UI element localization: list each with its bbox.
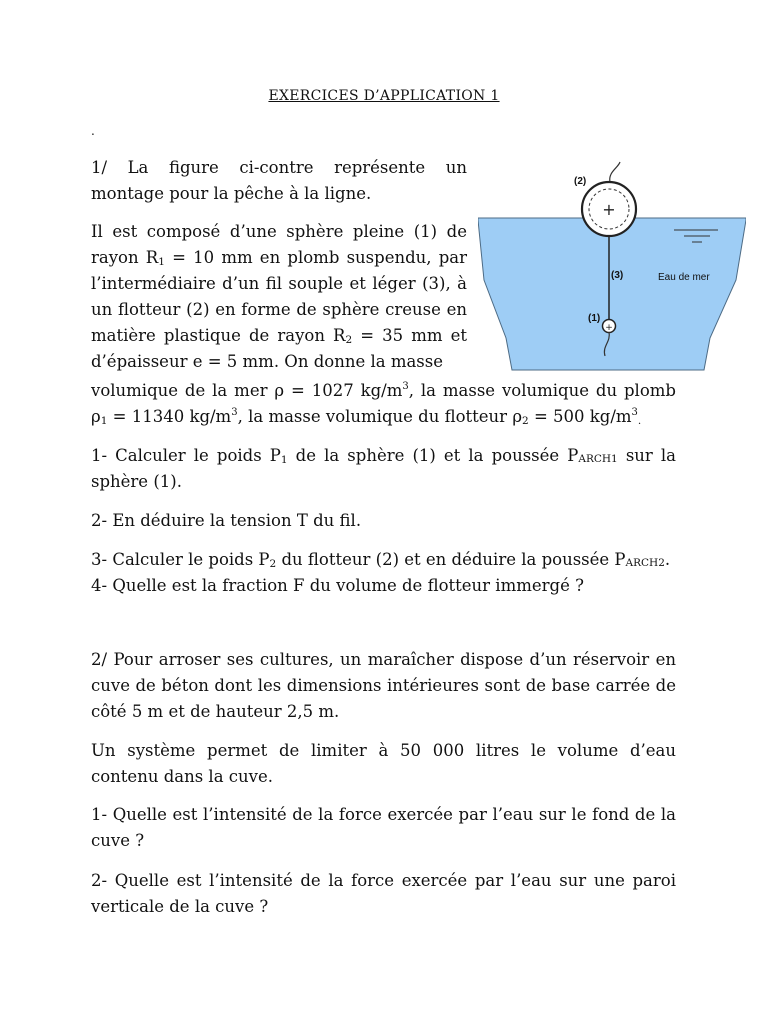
exercise1-description bbox=[91, 219, 467, 375]
cont-part-b: = 1027 kg/m bbox=[284, 381, 403, 400]
q1-part-b: de la sphère (1) et la poussée P bbox=[287, 446, 579, 465]
exercise1-question1 bbox=[91, 443, 676, 495]
exercise2-intro: 2/ Pour arroser ses cultures, un maraîcher dispose d’un réservoir en cuve de béton dont les dimensions intérieures sont de base carrée de côté 5 m et de hauteur 2,5 m. bbox=[91, 650, 676, 721]
rho2-symbol: ρ bbox=[512, 407, 523, 426]
stray-dot: . bbox=[91, 124, 95, 138]
cube-exponent: 3 bbox=[231, 407, 238, 418]
p2-subscript: 2 bbox=[269, 558, 277, 570]
label-line: (3) bbox=[611, 270, 624, 281]
cont-part-e: , la masse volumique du flotteur bbox=[237, 407, 513, 426]
float-plus-sign: + bbox=[602, 200, 616, 219]
cont-part-d: = 11340 kg/m bbox=[107, 407, 232, 426]
exercise1-intro: 1/ La figure ci-contre représente un montage pour la pêche à la ligne. bbox=[91, 158, 467, 203]
cont-part-c: , la masse volumique du plomb bbox=[408, 381, 676, 400]
q1-part-c: sur la sphère (1). bbox=[91, 446, 676, 491]
desc-part-a: Il est composé d’une sphère pleine (1) de rayon R bbox=[91, 222, 467, 267]
exercise1-density-data bbox=[91, 378, 676, 430]
arch1-subscript: ARCH1 bbox=[578, 453, 618, 465]
r1-subscript: 1 bbox=[158, 256, 165, 268]
fishing-float-diagram bbox=[478, 160, 746, 378]
cube-exponent: 3 bbox=[402, 381, 409, 392]
label-sea: Eau de mer bbox=[658, 272, 710, 283]
r2-subscript: 2 bbox=[345, 334, 353, 346]
exercise2-question1: 1- Quelle est l’intensité de la force exercée par l’eau sur le fond de la cuve ? bbox=[91, 805, 676, 850]
cont-part-g: . bbox=[637, 415, 642, 427]
exercise1-question3 bbox=[91, 547, 676, 573]
rho1-subscript: 1 bbox=[100, 415, 108, 427]
q3-part-b: du flotteur (2) et en déduire la poussée P bbox=[276, 550, 626, 569]
cube-exponent: 3 bbox=[631, 407, 638, 418]
label-weight: (1) bbox=[588, 313, 601, 324]
q3-part-c: . bbox=[664, 550, 671, 569]
rho1-symbol: ρ bbox=[91, 407, 101, 426]
cont-part-f: = 500 kg/m bbox=[528, 407, 632, 426]
p1-subscript: 1 bbox=[280, 454, 288, 466]
rho-symbol: ρ bbox=[274, 381, 285, 400]
exercise2-question2: 2- Quelle est l’intensité de la force exercée par l’eau sur une paroi verticale de la cuve ? bbox=[91, 871, 676, 916]
arch2-subscript: ARCH2 bbox=[625, 557, 665, 569]
fishing-line-top bbox=[610, 162, 620, 182]
exercise1-question4: 4- Quelle est la fraction F du volume de flotteur immergé ? bbox=[91, 576, 584, 595]
lead-plus-sign: + bbox=[605, 323, 613, 333]
desc-part-c: = 35 mm et d’épaisseur e = 5 mm. On donne la masse bbox=[91, 326, 467, 371]
exercise2-system: Un système permet de limiter à 50 000 litres le volume d’eau contenu dans la cuve. bbox=[91, 741, 676, 786]
q1-part-a: 1- Calculer le poids P bbox=[91, 446, 281, 465]
page-title: EXERCICES D’APPLICATION 1 bbox=[268, 88, 500, 104]
sea-water bbox=[478, 218, 746, 370]
rho2-subscript: 2 bbox=[522, 415, 529, 427]
label-float: (2) bbox=[574, 176, 587, 187]
desc-part-b: = 10 mm en plomb suspendu, par l’intermédiaire d’un fil souple et léger (3), à un flotteur (2) en forme de sphère creuse en matière plastique de rayon R bbox=[91, 248, 468, 345]
exercise1-question2: 2- En déduire la tension T du fil. bbox=[91, 511, 362, 530]
q3-part-a: 3- Calculer le poids P bbox=[91, 550, 270, 569]
cont-part-a: volumique de la mer bbox=[91, 381, 275, 400]
